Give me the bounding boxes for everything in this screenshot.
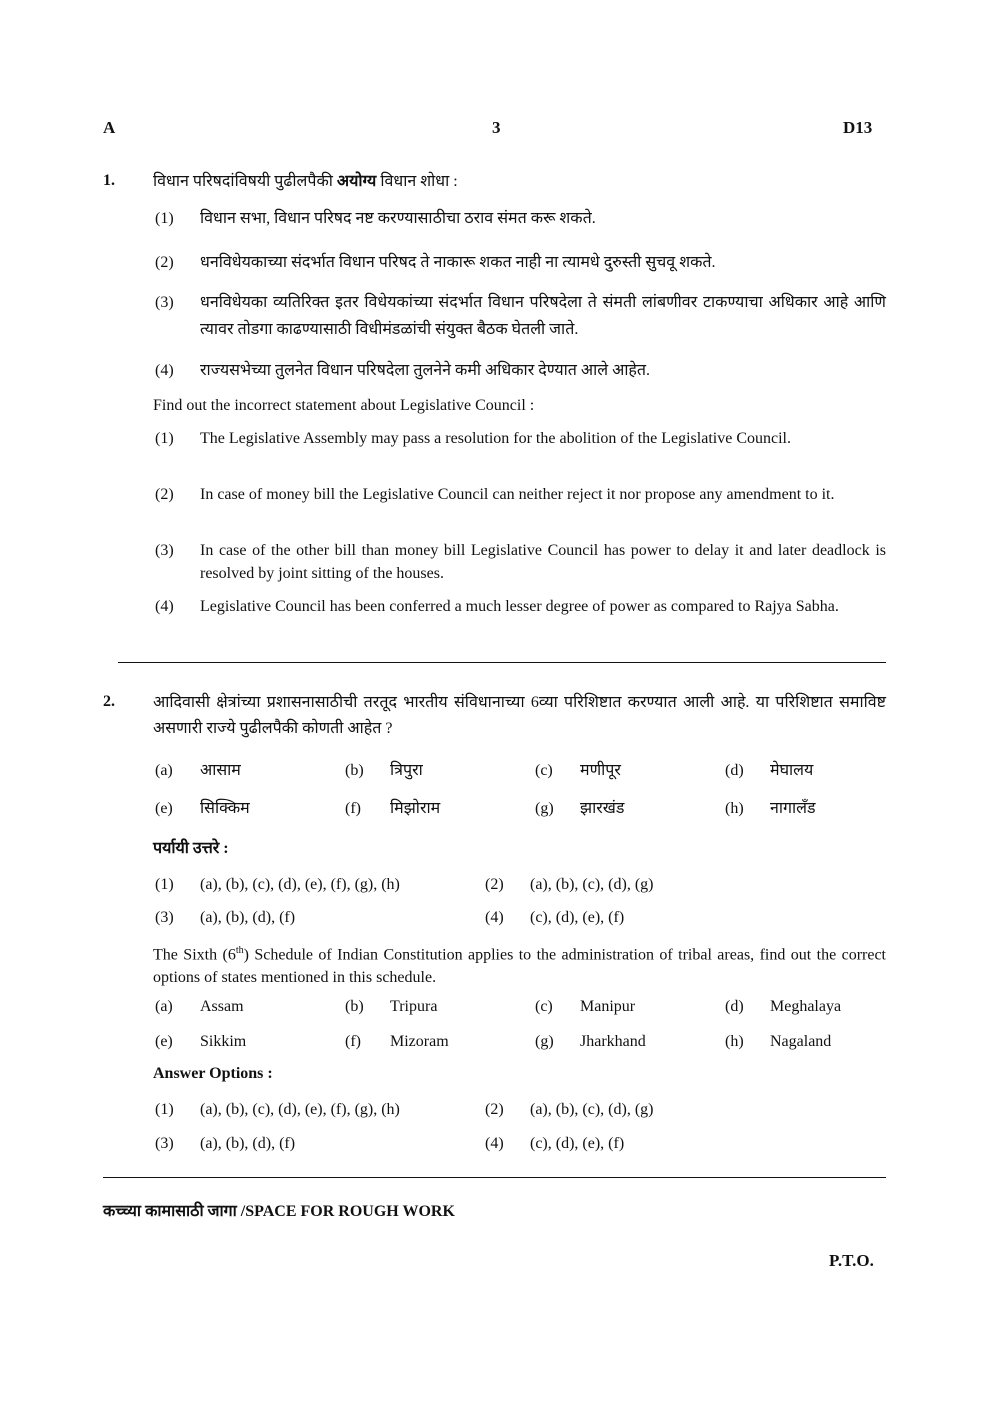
question-1-english: Find out the incorrect statement about Legislative Council : <box>153 397 535 414</box>
question-2-english: The Sixth (6th) Schedule of Indian Constitution applies to the administration of tribal areas, find out the correct options of states mentioned in this schedule. <box>153 945 886 987</box>
state-list-marathi: (a) आसाम (b) त्रिपुरा (c) मणीपूर (d) मेघालय (e) सिक्किम (f) मिझोराम (g) झारखंड (h) नागालँड <box>155 762 816 817</box>
series-label: A <box>103 118 116 137</box>
paper-code: D13 <box>843 118 873 137</box>
pto-label: P.T.O. <box>829 1251 874 1270</box>
divider <box>118 662 886 663</box>
option: (3) In case of the other bill than money bill Legislative Council has power to delay it and later deadlock is resolved by joint sitting of the houses. <box>155 542 886 582</box>
question-1-marathi: विधान परिषदांविषयी पुढीलपैकी अयोग्य विधान शोधा : <box>153 173 458 190</box>
option: (2) धनविधेयकाच्या संदर्भात विधान परिषद ते नाकारू शकत नाही ना त्यामधे दुरुस्ती सुचवू शकते. <box>155 254 716 271</box>
page-number: 3 <box>492 118 501 137</box>
option: (4) Legislative Council has been conferred a much lesser degree of power as compared to Rajya Sabha. <box>155 598 839 615</box>
rough-work-label: कच्च्या कामासाठी जागा /SPACE FOR ROUGH WORK <box>103 1203 455 1220</box>
answer-options-english: (1) (a), (b), (c), (d), (e), (f), (g), (h) (2) (a), (b), (c), (d), (g) (3) (a), (b), (d), (f) (4) (c), (d), (e), (f) <box>155 1101 654 1152</box>
state-list-english: (a) Assam (b) Tripura (c) Manipur (d) Meghalaya (e) Sikkim (f) Mizoram (g) Jharkhand (h) Nagaland <box>155 998 842 1050</box>
divider <box>103 1177 886 1178</box>
question-2-marathi: आदिवासी क्षेत्रांच्या प्रशासनासाठीची तरतूद भारतीय संविधानाच्या 6व्या परिशिष्टात करण्यात आली आहे. या परिशिष्टात समाविष्ट असणारी राज्ये पुढीलपैकी कोणती आहेत ? <box>153 694 886 737</box>
option: (4) राज्यसभेच्या तुलनेत विधान परिषदेला तुलनेने कमी अधिकार देण्यात आले आहेत. <box>155 362 651 379</box>
answer-label-english: Answer Options : <box>153 1065 273 1082</box>
option: (3) धनविधेयका व्यतिरिक्त इतर विधेयकांच्या संदर्भात विधान परिषदेला ते संमती लांबणीवर टाकण्याचा अधिकार आहे आणि त्यावर तोडगा काढण्यासाठी विधीमंडळांची संयुक्त बैठक घेतली जाते. <box>155 294 886 338</box>
option: (1) विधान सभा, विधान परिषद नष्ट करण्यासाठीचा ठराव संमत करू शकते. <box>155 210 596 227</box>
option: (1) The Legislative Assembly may pass a resolution for the abolition of the Legislative Council. <box>155 430 791 447</box>
answer-label-marathi: पर्यायी उत्तरे : <box>153 840 229 857</box>
question-number: 1. <box>103 172 115 189</box>
answer-options-marathi: (1) (a), (b), (c), (d), (e), (f), (g), (h) (2) (a), (b), (c), (d), (g) (3) (a), (b), (d), (f) (4) (c), (d), (e), (f) <box>155 876 654 926</box>
question-number: 2. <box>103 693 115 710</box>
option: (2) In case of money bill the Legislative Council can neither reject it nor propose any amendment to it. <box>155 486 835 503</box>
